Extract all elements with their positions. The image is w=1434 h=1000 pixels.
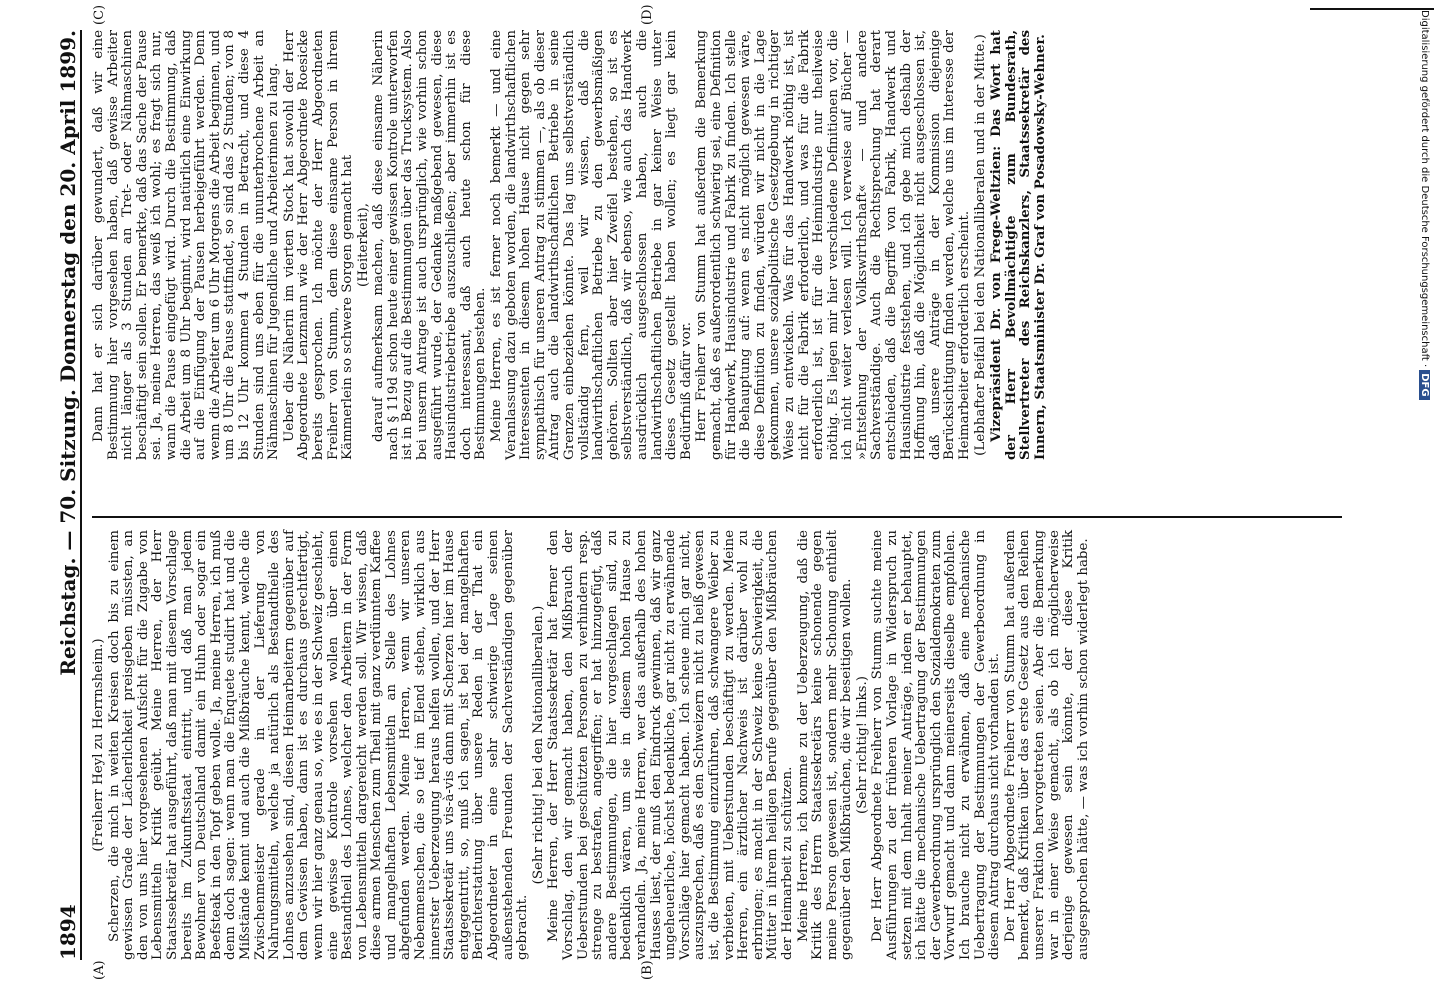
paragraph: Ueber die Näherin im vierten Stock hat sowohl der Herr Abgeordnete Lenzmann wie der Herr Abgeordnete Roesicke bereits gesprochen. Ich möchte der Herr Abgeordneten Freiherr von Stumm, dem diese einsame Person in ihrem Kämmerlein so schwere Sorgen gemacht hat (281, 30, 356, 460)
paragraph: Der Herr Abgeordnete Freiherr von Stumm hat außerdem bemerkt, daß Kritiken über das erste Gesetz aus den Reihen unserer Fraktion hervorgetreten seien. Aber die Bemerkung war in einer Weise gemacht, als ob ich möglicherweise derjenige gewesen sein könnte, der diese Kritik ausgesprochen hätte, — was ich vorhin schon widerlegt habe. (1002, 530, 1091, 960)
right-column (92, 30, 1049, 460)
paragraph: Der Herr Abgeordnete Freiherr von Stumm suchte meine Ausführungen zu der früheren Vorlage in Widerspruch zu setzen mit dem Inhalt meiner Anträge, indem er behauptet, ich hätte die mechanische Uebertragung der Bestimmungen der Gewerbeordnung ursprünglich den Sozialdemokraten zum Vorwurf gemacht und dann meinerseits dieselbe empfohlen. Ich brauche nicht zu erwähnen, daß eine mechanische Uebertragung der Bestimmungen der Gewerbeordnung in diesem Antrag durchaus nicht vorhanden ist. (870, 530, 1003, 960)
watermark (1419, 10, 1430, 400)
page-number: 1894 (56, 904, 80, 960)
watermark-strip (1416, 0, 1432, 1000)
watermark-text: Digitalisierung gefördert durch die Deutsche Forschungsgemeinschaft · (1419, 10, 1430, 368)
paragraph: Herr Freiherr von Stumm hat außerdem die Bemerkung gemacht, daß es außerordentlich schwierig sei, eine Definition für Handwerk, Hausindustrie und Fabrik zu finden. Ich stelle die Behauptung auf: wenn es nicht möglich gewesen wäre, diese Definition zu finden, würden wir nicht in die Lage gekommen, unsere sozialpolitische Gesetzgebung in richtiger Weise zu entwickeln. Was für das Handwerk nöthig ist, ist nicht für die Fabrik erforderlich, und was für die Fabrik erforderlich ist, ist für die Heimindustrie nur theilweise nöthig. Es liegen mir hier verschiedene Definitionen vor, die ich nicht weiter verlesen will. Ich verweise auf Bücher — »Entstehung der Volkswirthschaft« — und andere Sachverständige. Auch die Rechtsprechung hat derart entschieden, daß die Begriffe von Fabrik, Handwerk und Hausindustrie feststehen, und ich gebe mich deshalb der Hoffnung hin, daß die Möglichkeit nicht ausgeschlossen ist, daß unsere Anträge in der Kommission diejenige Berücksichtigung finden werden, welche uns im Interesse der Heimarbeiter erforderlich erscheint. (694, 30, 973, 460)
page-title: Reichstag. — 70. Sitzung. Donnerstag den 20. April 1899. (56, 30, 80, 676)
page-header (40, 30, 82, 960)
dfg-logo: DFG (1419, 370, 1430, 399)
left-column (92, 530, 1092, 960)
interjection: (Heiterkeit), (355, 203, 371, 287)
column-divider (92, 516, 1342, 518)
paragraph: Dann hat er sich darüber gewundert, daß wir eine Bestimmung hier vorgesehen haben, daß gewisse Arbeiter nicht länger als 3 Stunden an Tret- oder Nähmaschinen beschäftigt sein sollen. Er bemerkte, daß das Sache der Pause sei. Ja, meine Herren, das weiß ich wohl; es fragt sich nur, wann die Pause eingefügt wird. Durch die Bestimmung, daß die Arbeit um 8 Uhr beginnt, wird natürlich eine Einwirkung auf die Einfügung der Pausen herbeigeführt werden. Denn wenn die Arbeiter um 6 Uhr Morgens die Arbeit beginnen, und um 8 Uhr die Pause stattfindet, so sind das 2 Stunden; von 8 bis 12 Uhr kommen 4 Stunden in Betracht, und diese 4 Stunden sind uns eben für die ununterbrochene Arbeit an Nähmaschinen für Jugendliche und Arbeiterinnen zu lang. (91, 30, 282, 460)
margin-marker-a: (A) (92, 960, 107, 980)
paragraph: Vizepräsident Dr. von Frege-Weltzien: Das Wort hat der Herr Bevollmächtigte zum Bundesrath, Stellvertreter des Reichskanzlers, Staatssekretär des Innern, Staatsminister Dr. Graf von Posadowsky-Wehner. (988, 30, 1048, 460)
interjection: (Sehr richtig! links.) (854, 676, 870, 814)
margin-marker-c: (C) (92, 4, 107, 25)
interjection: (Lebhafter Beifall bei den Nationalliberalen und in der Mitte.) (972, 34, 988, 456)
paragraph: darauf aufmerksam machen, daß diese einsame Näherin nach § 119d schon heute einer gewissen Kontrole unterworfen ist in Bezug auf die Bestimmungen über das Trucksystem. Also bei unserm Antrage ist auch ursprünglich, wie vorhin schon ausgeführt wurde, der Gedanke maßgebend gewesen, diese Hausindustriebetriebe auszuschließen; aber immerhin ist es doch interessant, daß auch heute schon für diese Bestimmungen bestehen. (371, 30, 489, 460)
paragraph: Meine Herren, es ist ferner noch bemerkt — und eine Veranlassung dazu geboten worden, die landwirthschaftlichen Interessenten in diesem hohen Hause nicht gegen sehr sympathisch für unseren Antrag zu stimmen —, als ob dieser Antrag auch die landwirthschaftlichen Betriebe in seine Grenzen einbeziehen könnte. Das lag uns selbstverständlich vollständig fern, weil wir wissen, daß die landwirthschaftlichen Betriebe zu den gewerbsmäßigen gehören. Sollten aber hier Zweifel bestehen, so ist es selbstverständlich, daß wir ebenso, wie auch das Handwerk ausdrücklich ausgeschlossen haben, auch die landwirthschaftlichen Betriebe in gar keiner Weise unter dieses Gesetz gestellt haben wollen; es liegt gar kein Bedürfniß dafür vor. (489, 30, 694, 460)
paragraph: Meine Herren, der Herr Staatssekretär hat ferner den Vorschlag, den wir gemacht haben, den Mißbrauch der Ueberstunden bei geschützten Personen zu verhindern resp. strenge zu bestrafen, angegriffen; er hat hinzugefügt, daß andere Bestimmungen, die hier vorgeschlagen sind, zu bedenklich wären, um sie in diesem hohen Hause zu verhandeln. Ja, meine Herren, wer das außerhalb des hohen Hauses liest, der muß den Eindruck gewinnen, daß wir ganz ungeheuerliche, höchst bedenkliche, gar nicht zu erwähnende Vorschläge hier gemacht haben. Ich scheue mich gar nicht, auszusprechen, daß es den Schweizern nicht zu heiß gewesen ist, die Bestimmung einzuführen, daß schwangere Weiber zu verbieten, mit Ueberstunden beschäftigt zu werden. Meine Herren, ein ärztlicher Nachweis ist darüber wohl zu erbringen; es macht in der Schweiz keine Schwierigkeit, die Mütter in ihrem heiligen Berufe gegenüber den Mißbräuchen der Heimarbeit zu schützen. (546, 530, 795, 960)
paragraph: Scherzen, die mich in weiten Kreisen doch bis zu einem gewissen Grade der Lächerlichkeit preisgeben müssten, an den von uns hier vorgesehenen Aufsicht für die Zugabe von Lebensmitteln Kritik geübt. Meine Herren, der Herr Staatssekretär hat ausgeführt, daß man mit diesem Vorschlage bereits im Zukunftsstaat eintritt, und daß man jedem Bewohner von Deutschland damit ein Huhn oder sogar ein Beefsteak in den Topf geben wolle. Ja, meine Herren, ich muß denn doch sagen: wenn man die Enquete studirt hat und die Mißstände kennt und auch die Mißbräuche kennt, welche die Zwischenmeister gerade in der Lieferung von Nahrungsmitteln, welche ja natürlich als Bestandtheile des Lohnes anzusehen sind, diesen Heimarbeitern gegenüber auf dem Gewissen haben, dann ist es durchaus gerechtfertigt, wenn wir hier ganz genau so, wie es in der Schweiz geschieht, eine gewisse Kontrole vorsehen wollen über einen Bestandtheil des Lohnes, welcher den Arbeitern in der Form von Lebensmitteln dargereicht werden soll. Wir wissen, daß diese armen Menschen zum Theil mit ganz verdünntem Kaffee und mangelhaften Lebensmitteln an Stelle des Lohnes abgefunden werden. Meine Herren, wenn wir unseren Nebenmenschen, die so tief im Elend stehen, wirklich aus innerster Ueberzeugung heraus helfen wollen, und der Herr Staatssekretär uns vis-à-vis dann mit Scherzen hier im Hause entgegentritt, so, muß ich sagen, ist bei der mangelhaften Berichterstattung über unsere Reden in der That ein Abgeordneter in eine sehr schwierige Lage seinen außenstehenden Freunden der Sachverständigen gegenüber gebracht. (106, 530, 531, 960)
speaker-line: (Freiherr Heyl zu Herrnsheim.) (91, 638, 106, 852)
margin-marker-d: (D) (640, 4, 655, 25)
paragraph: Meine Herren, ich komme zu der Ueberzeugung, daß die Kritik des Herrn Staatssekretärs keine schonende gegen meine Person gewesen ist, sondern mehr Schonung enthielt gegenüber den Mißbräuchen, die wir beseitigen wollen. (795, 530, 855, 960)
margin-marker-b: (B) (640, 960, 655, 980)
interjection: (Sehr richtig! bei den Nationalliberalen.) (530, 605, 546, 885)
